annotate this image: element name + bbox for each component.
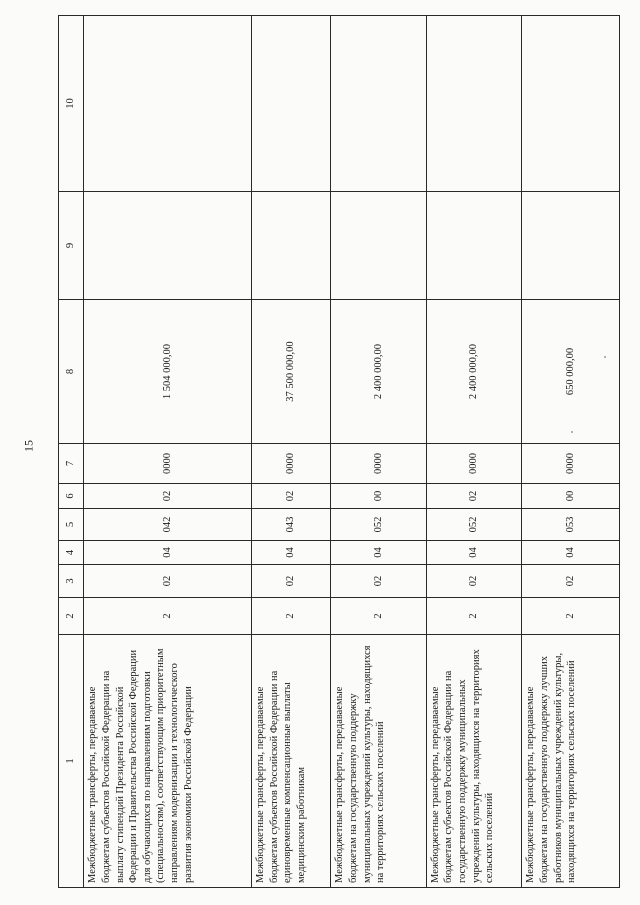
header-cell: 7: [59, 444, 84, 484]
code-cell: 052: [426, 509, 521, 541]
code-cell: 052: [331, 509, 426, 541]
row-description: Межбюджетные трансферты, передаваемые бюджетам субъектов Российской Федерации на выплату стипендий Президента Российской Федерации и Правительства Российской Федерации для обучающихся по направлениям подготовки (специальностям), соответствующим приоритетным направлениям модернизации и технологического развития экономики Российской Федерации: [84, 635, 252, 888]
amount-cell: 2 400 000,00: [426, 300, 521, 444]
row-description: Межбюджетные трансферты, передаваемые бюджетам на государственную поддержку муниципальных учреждений культуры, находящихся на территориях сельских поселений: [331, 635, 426, 888]
empty-cell: [331, 16, 426, 192]
header-cell: 3: [59, 565, 84, 598]
code-cell: 042: [84, 509, 252, 541]
table-row: [252, 16, 331, 888]
code-cell: 02: [84, 484, 252, 509]
table-row: [331, 16, 426, 888]
code-cell: 0000: [426, 444, 521, 484]
empty-cell: [84, 192, 252, 300]
code-cell: 2: [331, 598, 426, 635]
code-cell: 02: [252, 484, 331, 509]
row-description: Межбюджетные трансферты, передаваемые бюджетам субъектов Российской Федерации на государственную поддержку муниципальных учреждений культуры, находящихся на территориях сельских поселений: [426, 635, 521, 888]
rotated-table-container: [58, 16, 620, 888]
empty-cell: [522, 192, 620, 300]
row-description: Межбюджетные трансферты, передаваемые бюджетам на государственную поддержку лучших работников муниципальных учреждений культуры, находящихся на территориях сельских поселений: [522, 635, 620, 888]
code-cell: 04: [84, 541, 252, 565]
code-cell: 2: [84, 598, 252, 635]
empty-cell: [252, 192, 331, 300]
empty-cell: [522, 16, 620, 192]
code-cell: 0000: [522, 444, 620, 484]
header-cell: 8: [59, 300, 84, 444]
amount-cell: 650 000,00: [522, 300, 620, 444]
header-cell: 9: [59, 192, 84, 300]
table-row: [426, 16, 521, 888]
header-row: [59, 16, 84, 888]
empty-cell: [84, 16, 252, 192]
header-cell: 6: [59, 484, 84, 509]
empty-cell: [426, 192, 521, 300]
code-cell: 00: [522, 484, 620, 509]
page-number: 15: [21, 440, 36, 452]
code-cell: 02: [522, 565, 620, 598]
code-cell: 02: [426, 484, 521, 509]
amount-cell: 37 500 000,00: [252, 300, 331, 444]
table-row: [522, 16, 620, 888]
code-cell: 04: [426, 541, 521, 565]
header-cell: 5: [59, 509, 84, 541]
code-cell: 2: [522, 598, 620, 635]
header-cell: 10: [59, 16, 84, 192]
table-row: [84, 16, 252, 888]
code-cell: 053: [522, 509, 620, 541]
code-cell: 2: [252, 598, 331, 635]
code-cell: 04: [522, 541, 620, 565]
header-cell: 4: [59, 541, 84, 565]
code-cell: 04: [331, 541, 426, 565]
row-description: Межбюджетные трансферты, передаваемые бюджетам субъектов Российской Федерации на единовременные компенсационные выплаты медицинским работникам: [252, 635, 331, 888]
header-cell: 2: [59, 598, 84, 635]
code-cell: 02: [252, 565, 331, 598]
amount-cell: 1 504 000,00: [84, 300, 252, 444]
code-cell: 04: [252, 541, 331, 565]
code-cell: 02: [84, 565, 252, 598]
code-cell: 0000: [331, 444, 426, 484]
budget-table: [58, 15, 620, 888]
code-cell: 043: [252, 509, 331, 541]
code-cell: 00: [331, 484, 426, 509]
empty-cell: [331, 192, 426, 300]
empty-cell: [426, 16, 521, 192]
code-cell: 02: [331, 565, 426, 598]
header-cell: 1: [59, 635, 84, 888]
code-cell: 0000: [84, 444, 252, 484]
empty-cell: [252, 16, 331, 192]
code-cell: 2: [426, 598, 521, 635]
code-cell: 0000: [252, 444, 331, 484]
code-cell: 02: [426, 565, 521, 598]
amount-cell: 2 400 000,00: [331, 300, 426, 444]
